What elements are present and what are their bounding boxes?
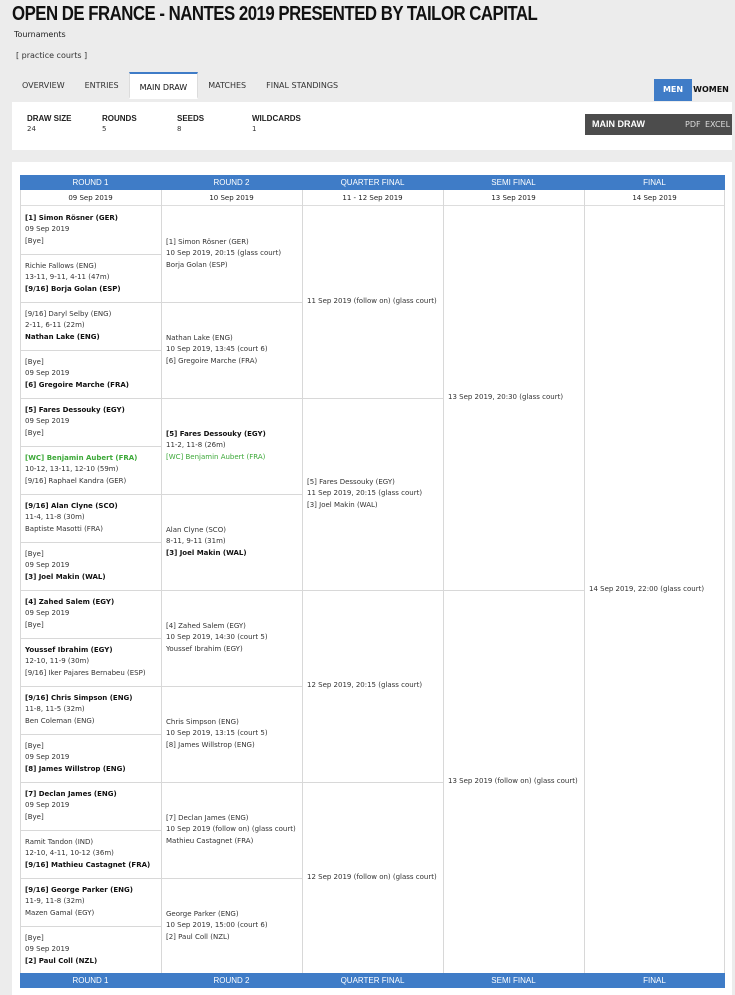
- draw-info-panel: [12, 102, 732, 150]
- row-divider: [302, 782, 443, 783]
- row-divider: [161, 878, 302, 879]
- match-cell[interactable]: [25, 933, 158, 968]
- match-cell[interactable]: [166, 717, 299, 752]
- match-cell[interactable]: [25, 549, 158, 584]
- row-divider: [161, 398, 302, 399]
- player-name[interactable]: [5] Fares Dessouky (EGY): [166, 429, 266, 438]
- player-name[interactable]: Nathan Lake (ENG): [166, 333, 233, 342]
- match-cell[interactable]: [25, 837, 158, 872]
- match-cell[interactable]: [307, 296, 440, 308]
- row-divider: [20, 734, 161, 735]
- row-divider: [20, 782, 161, 783]
- match-cell[interactable]: [25, 789, 158, 824]
- player-name[interactable]: [4] Zahed Salem (EGY): [166, 621, 246, 630]
- match-cell[interactable]: [166, 525, 299, 560]
- row-divider: [161, 302, 302, 303]
- tab-bar: [12, 72, 348, 99]
- round-header: ROUND 2: [161, 175, 302, 190]
- stat-value: 24: [27, 125, 36, 133]
- stat-label: ROUNDS: [102, 114, 137, 123]
- player-name[interactable]: Baptiste Masotti (FRA): [25, 524, 103, 533]
- match-info: 12 Sep 2019 (follow on) (glass court): [307, 873, 437, 882]
- round-header: QUARTER FINAL: [302, 175, 443, 190]
- row-divider: [20, 878, 161, 879]
- player-name[interactable]: [2] Paul Coll (NZL): [25, 956, 98, 965]
- practice-courts-link[interactable]: [16, 51, 87, 60]
- round-footer: QUARTER FINAL: [302, 973, 443, 988]
- round-date: 13 Sep 2019: [443, 190, 584, 206]
- match-info: 12 Sep 2019, 20:15 (glass court): [307, 681, 423, 690]
- player-name[interactable]: [9/16] Chris Simpson (ENG): [25, 693, 133, 702]
- tab-main-draw[interactable]: MAIN DRAW: [129, 72, 199, 99]
- page-title: OPEN DE FRANCE - NANTES 2019 PRESENTED BY TAILOR CAPITAL: [12, 3, 538, 25]
- match-info: 09 Sep 2019: [25, 417, 70, 426]
- match-info: 13 Sep 2019 (follow on) (glass court): [448, 777, 578, 786]
- match-info: 11-8, 11-5 (32m): [25, 705, 85, 714]
- draw-bracket: [20, 175, 725, 995]
- column-divider: [724, 190, 725, 973]
- row-divider: [20, 494, 161, 495]
- column-divider: [443, 190, 444, 973]
- player-name[interactable]: [1] Simon Rösner (GER): [166, 237, 249, 246]
- player-name[interactable]: Richie Fallows (ENG): [25, 261, 97, 270]
- match-info: 10 Sep 2019 (follow on) (glass court): [166, 825, 296, 834]
- player-name[interactable]: [8] James Willstrop (ENG): [25, 764, 126, 773]
- player-name[interactable]: [7] Declan James (ENG): [25, 789, 117, 798]
- stat-label: WILDCARDS: [252, 114, 301, 123]
- row-divider: [161, 494, 302, 495]
- round-footer: ROUND 1: [20, 973, 161, 988]
- match-info: 09 Sep 2019: [25, 225, 70, 234]
- match-cell[interactable]: [25, 261, 158, 296]
- row-divider: [20, 398, 161, 399]
- main-draw-label: MAIN DRAW: [592, 119, 645, 129]
- player-name[interactable]: [3] Joel Makin (WAL): [307, 500, 378, 509]
- player-name[interactable]: Youssef Ibrahim (EGY): [25, 645, 113, 654]
- round-date: 10 Sep 2019: [161, 190, 302, 206]
- match-cell[interactable]: [166, 621, 299, 656]
- player-name[interactable]: [Bye]: [25, 812, 44, 821]
- player-name[interactable]: [9/16] Raphael Kandra (GER): [25, 476, 127, 485]
- stat-rounds: [102, 114, 137, 133]
- player-name[interactable]: Alan Clyne (SCO): [166, 525, 226, 534]
- pdf-link[interactable]: PDF: [685, 120, 701, 129]
- row-divider: [20, 686, 161, 687]
- row-divider: [20, 590, 161, 591]
- player-name[interactable]: [9/16] Alan Clyne (SCO): [25, 501, 118, 510]
- match-info: 2-11, 6-11 (22m): [25, 321, 85, 330]
- player-name[interactable]: [1] Simon Rösner (GER): [25, 213, 118, 222]
- row-divider: [443, 590, 584, 591]
- player-name[interactable]: [4] Zahed Salem (EGY): [25, 597, 115, 606]
- player-name[interactable]: [9/16] George Parker (ENG): [25, 885, 133, 894]
- match-info: 09 Sep 2019: [25, 753, 70, 762]
- match-info: 09 Sep 2019: [25, 801, 70, 810]
- player-name[interactable]: [5] Fares Dessouky (EGY): [25, 405, 125, 414]
- match-cell[interactable]: [448, 392, 581, 404]
- player-name[interactable]: [9/16] Mathieu Castagnet (FRA): [25, 860, 151, 869]
- match-cell[interactable]: [166, 237, 299, 272]
- match-info: 11 Sep 2019, 20:15 (glass court): [307, 489, 423, 498]
- excel-link[interactable]: EXCEL: [705, 120, 731, 129]
- player-name[interactable]: Youssef Ibrahim (EGY): [166, 644, 243, 653]
- match-info: 13 Sep 2019, 20:30 (glass court): [448, 393, 564, 402]
- round-header: ROUND 1: [20, 175, 161, 190]
- column-divider: [584, 190, 585, 973]
- row-divider: [20, 350, 161, 351]
- women-button[interactable]: WOMEN: [693, 85, 729, 94]
- match-cell[interactable]: [25, 597, 158, 632]
- player-name[interactable]: [Bye]: [25, 357, 44, 366]
- practice-courts-anchor[interactable]: [ practice courts ]: [16, 51, 88, 60]
- match-cell[interactable]: [25, 645, 158, 680]
- player-name[interactable]: [6] Gregoire Marche (FRA): [166, 356, 258, 365]
- match-info: 13-11, 9-11, 4-11 (47m): [25, 273, 110, 282]
- round-footer: FINAL: [584, 973, 725, 988]
- match-cell[interactable]: [307, 680, 440, 692]
- match-info: 11-4, 11-8 (30m): [25, 513, 85, 522]
- breadcrumb[interactable]: Tournaments: [14, 30, 66, 39]
- match-cell[interactable]: [307, 477, 440, 512]
- match-cell[interactable]: [25, 309, 158, 344]
- player-name[interactable]: [2] Paul Coll (NZL): [166, 932, 230, 941]
- stat-value: 1: [252, 125, 257, 133]
- player-name[interactable]: [9/16] Daryl Selby (ENG): [25, 309, 112, 318]
- match-info: 10 Sep 2019, 13:45 (court 6): [166, 345, 268, 354]
- player-name[interactable]: [9/16] Iker Pajares Bernabeu (ESP): [25, 668, 146, 677]
- player-name[interactable]: [Bye]: [25, 741, 44, 750]
- column-divider: [161, 190, 162, 973]
- row-divider: [20, 830, 161, 831]
- match-info: 11-9, 11-8 (32m): [25, 897, 85, 906]
- match-info: 09 Sep 2019: [25, 561, 70, 570]
- tab-final-standings[interactable]: FINAL STANDINGS: [266, 81, 339, 90]
- match-cell[interactable]: [166, 813, 299, 848]
- player-name[interactable]: [7] Declan James (ENG): [166, 813, 249, 822]
- match-info: 10 Sep 2019, 14:30 (court 5): [166, 633, 268, 642]
- match-info: 11 Sep 2019 (follow on) (glass court): [307, 297, 437, 306]
- player-name[interactable]: Ramit Tandon (IND): [25, 837, 94, 846]
- player-name[interactable]: [Bye]: [25, 428, 44, 437]
- tab-matches[interactable]: MATCHES: [208, 81, 247, 90]
- column-divider: [20, 190, 21, 973]
- stat-value: 8: [177, 125, 182, 133]
- match-cell[interactable]: [166, 333, 299, 368]
- tab-entries[interactable]: ENTRIES: [84, 81, 119, 90]
- row-divider: [20, 542, 161, 543]
- match-info: 09 Sep 2019: [25, 609, 70, 618]
- player-name[interactable]: Mazen Gamal (EGY): [25, 908, 95, 917]
- match-info: 14 Sep 2019, 22:00 (glass court): [589, 585, 705, 594]
- player-name[interactable]: [3] Joel Makin (WAL): [166, 548, 247, 557]
- player-name[interactable]: Nathan Lake (ENG): [25, 332, 100, 341]
- round-footer: ROUND 2: [161, 973, 302, 988]
- round-date: 09 Sep 2019: [20, 190, 161, 206]
- gender-toggle: [654, 79, 730, 101]
- match-info: 10-12, 13-11, 12-10 (59m): [25, 465, 119, 474]
- match-cell[interactable]: [25, 501, 158, 536]
- match-cell[interactable]: [25, 453, 158, 488]
- match-info: 8-11, 9-11 (31m): [166, 537, 226, 546]
- match-cell[interactable]: [25, 357, 158, 392]
- match-info: 12-10, 11-9 (30m): [25, 657, 90, 666]
- player-name[interactable]: [Bye]: [25, 236, 44, 245]
- player-name[interactable]: Borja Golan (ESP): [166, 260, 228, 269]
- row-divider: [161, 590, 302, 591]
- row-divider: [302, 590, 443, 591]
- player-name[interactable]: [3] Joel Makin (WAL): [25, 572, 106, 581]
- round-header: SEMI FINAL: [443, 175, 584, 190]
- player-name[interactable]: Ben Coleman (ENG): [25, 716, 95, 725]
- row-divider: [161, 686, 302, 687]
- round-header: FINAL: [584, 175, 725, 190]
- match-cell[interactable]: [25, 405, 158, 440]
- row-divider: [161, 782, 302, 783]
- player-name[interactable]: [8] James Willstrop (ENG): [166, 740, 255, 749]
- row-divider: [20, 926, 161, 927]
- match-info: 10 Sep 2019, 15:00 (court 6): [166, 921, 268, 930]
- stat-seeds: [177, 114, 204, 133]
- tab-overview[interactable]: OVERVIEW: [22, 81, 65, 90]
- column-divider: [302, 190, 303, 973]
- stat-label: DRAW SIZE: [27, 114, 72, 123]
- match-cell[interactable]: [25, 885, 158, 920]
- match-info: 09 Sep 2019: [25, 369, 70, 378]
- match-cell[interactable]: [25, 693, 158, 728]
- row-divider: [20, 446, 161, 447]
- round-date: 11 - 12 Sep 2019: [302, 190, 443, 206]
- match-cell[interactable]: [307, 872, 440, 884]
- player-name[interactable]: [6] Gregoire Marche (FRA): [25, 380, 129, 389]
- stat-draw-size: [27, 114, 71, 133]
- match-info: 10 Sep 2019, 20:15 (glass court): [166, 249, 282, 258]
- player-name[interactable]: [WC] Benjamin Aubert (FRA): [166, 452, 266, 461]
- round-footer: SEMI FINAL: [443, 973, 584, 988]
- player-name[interactable]: [9/16] Borja Golan (ESP): [25, 284, 121, 293]
- match-cell[interactable]: [166, 909, 299, 944]
- stat-value: 5: [102, 125, 107, 133]
- player-name[interactable]: [WC] Benjamin Aubert (FRA): [25, 453, 138, 462]
- player-name[interactable]: [Bye]: [25, 933, 44, 942]
- player-name[interactable]: Mathieu Castagnet (FRA): [166, 836, 254, 845]
- match-cell[interactable]: [589, 584, 722, 596]
- row-divider: [302, 398, 443, 399]
- main-draw-bar: [585, 114, 732, 135]
- stat-label: SEEDS: [177, 114, 205, 123]
- round-date: 14 Sep 2019: [584, 190, 725, 206]
- match-info: 12-10, 4-11, 10-12 (36m): [25, 849, 114, 858]
- row-divider: [20, 302, 161, 303]
- match-cell[interactable]: [448, 776, 581, 788]
- row-divider: [20, 254, 161, 255]
- men-button[interactable]: MEN: [654, 79, 692, 101]
- match-cell[interactable]: [25, 741, 158, 776]
- player-name[interactable]: George Parker (ENG): [166, 909, 239, 918]
- match-cell[interactable]: [25, 213, 158, 248]
- match-info: 09 Sep 2019: [25, 945, 70, 954]
- match-info: 10 Sep 2019, 13:15 (court 5): [166, 729, 268, 738]
- player-name[interactable]: Chris Simpson (ENG): [166, 717, 239, 726]
- row-divider: [20, 638, 161, 639]
- player-name[interactable]: [5] Fares Dessouky (EGY): [307, 477, 395, 486]
- match-cell[interactable]: [166, 429, 299, 464]
- player-name[interactable]: [Bye]: [25, 549, 44, 558]
- player-name[interactable]: [Bye]: [25, 620, 44, 629]
- match-info: 11-2, 11-8 (26m): [166, 441, 226, 450]
- stat-wildcards: [252, 114, 301, 133]
